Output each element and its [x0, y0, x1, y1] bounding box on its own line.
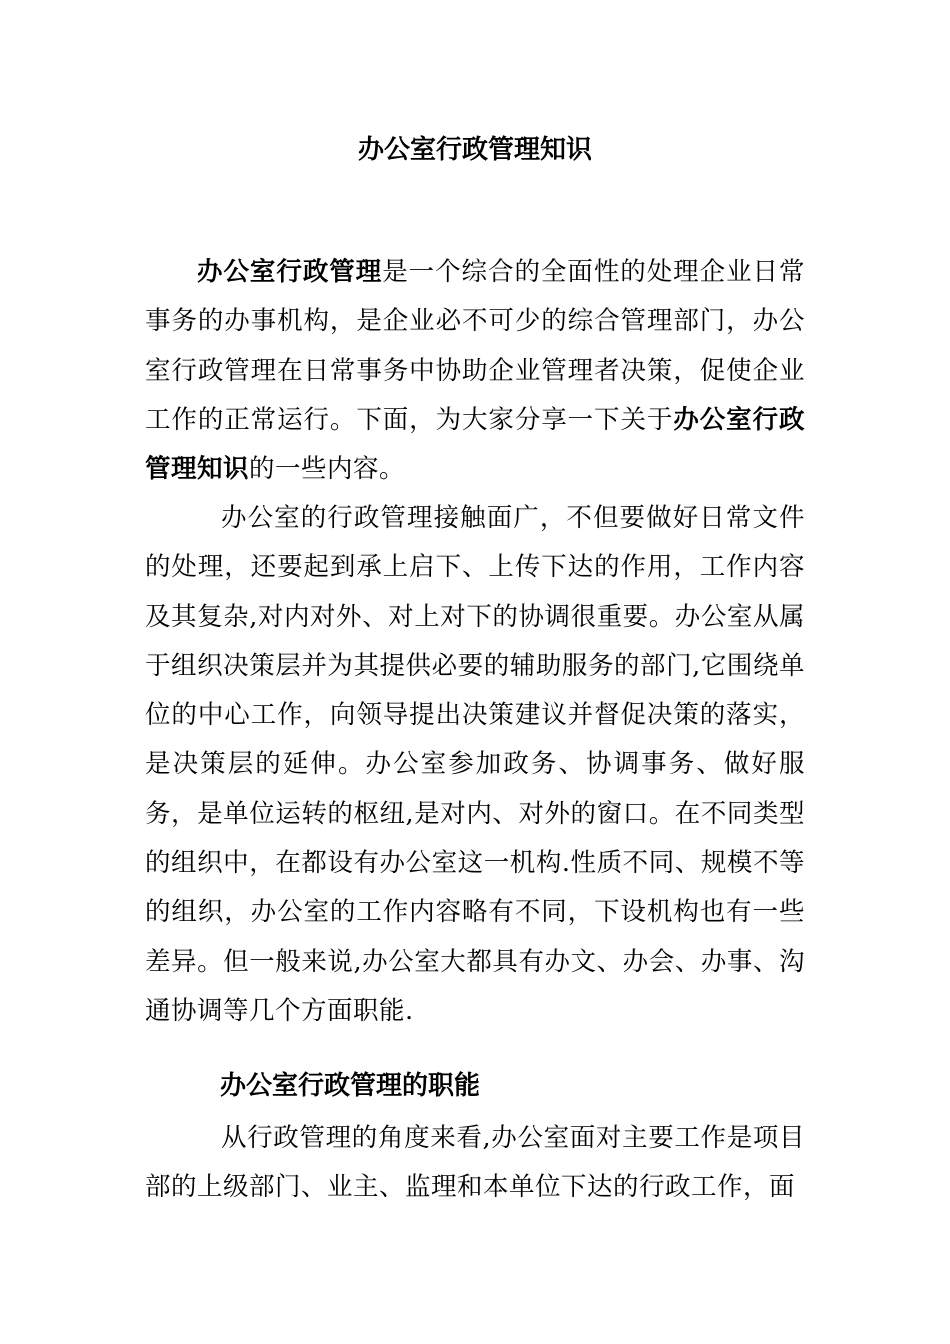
document-title: 办公室行政管理知识 [357, 135, 592, 165]
section-heading: 办公室行政管理的职能 [220, 1071, 481, 1101]
intro-bold-keyword: 办公室行政管理知识 [145, 404, 805, 485]
body-paragraph-3: 从行政管理的角度来看,办公室面对主要工作是项目部的上级部门、业主、监理和本单位下达的行政工作，面 [145, 1123, 805, 1203]
intro-text-1: 是一个综合的全面性的处理企业日常事务的办事机构，是企业必不可少的综合管理部门，办公室行政管理在日常事务中协助企业管理者决策，促使企业工作的正常运行。下面，为大家分享一下关于 [145, 257, 805, 435]
intro-text-2: 的一些内容。 [249, 454, 406, 485]
body-paragraph-2: 办公室的行政管理接触面广，不但要做好日常文件的处理，还要起到承上启下、上传下达的作用，工作内容及其复杂,对内对外、对上对下的协调很重要。办公室从属于组织决策层并为其提供必要的辅助服务的部门,它围绕单位的中心工作，向领导提出决策建议并督促决策的落实，是决策层的延伸。办公室参加政务、协调事务、做好服务，是单位运转的枢纽,是对内、对外的窗口。在不同类型的组织中，在都设有办公室这一机构.性质不同、规模不等的组织，办公室的工作内容略有不同，下设机构也有一些差异。但一般来说,办公室大都具有办文、办会、办事、沟通协调等几个方面职能. [145, 503, 805, 1026]
intro-bold-lead: 办公室行政管理 [197, 257, 383, 287]
intro-paragraph [145, 248, 805, 494]
